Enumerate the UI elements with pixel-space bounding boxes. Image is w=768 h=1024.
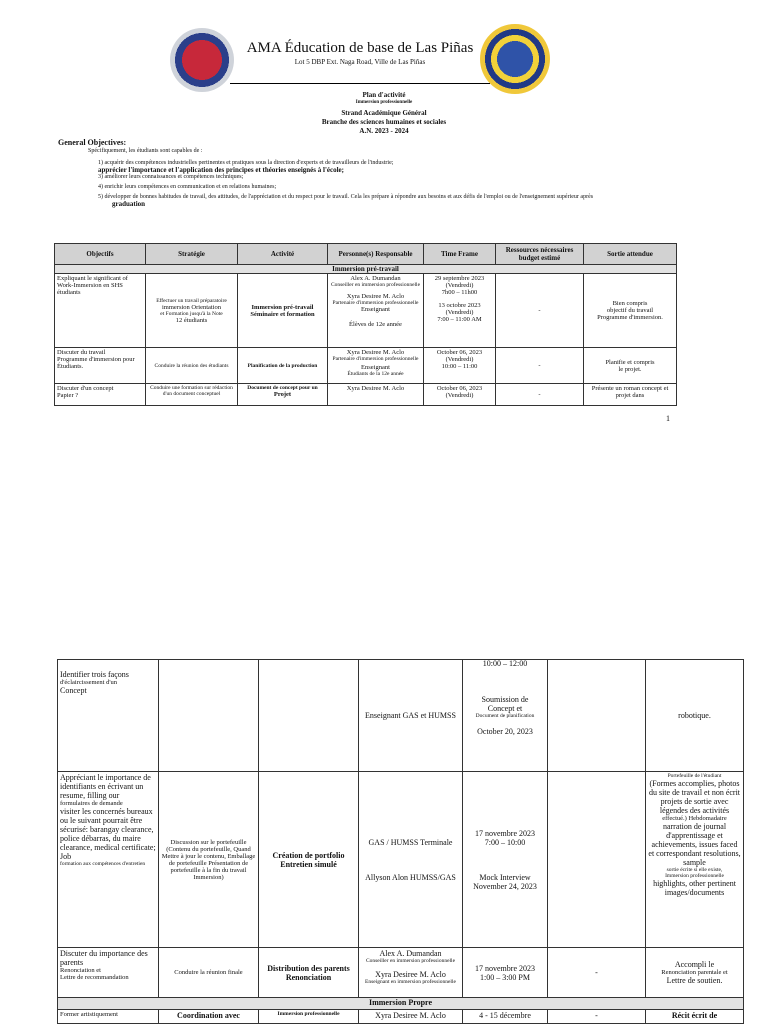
cell-line: projets de sortie avec légendes des activités — [659, 797, 730, 815]
cell — [424, 274, 496, 348]
col-header: Time Frame — [424, 244, 496, 265]
cell — [548, 772, 646, 948]
cell — [58, 660, 159, 772]
cell-line: Allyson Alon HUMSS/GAS — [365, 872, 456, 882]
branch-title: Branche des sciences humaines et sociales — [321, 118, 447, 126]
cell-line: October 06, 2023 — [436, 349, 483, 356]
cell-line: 17 novembre 2023 — [475, 963, 535, 973]
cell-line: 10:00 – 12:00 — [482, 659, 528, 668]
cell-line: Renonciation et — [60, 967, 101, 974]
cell-line: Lettre de soutien. — [666, 976, 723, 985]
cell-line: visiter les concernés bureaux ou le suivant pourrait être sécurisé: barangay clearance, police débarras, du maire clearance, medical certificate; Job — [60, 807, 156, 861]
cell-line: (Vendredi) — [445, 356, 474, 363]
cell-line: Enseignant — [361, 306, 390, 313]
cell — [646, 948, 744, 998]
cell-line: Conseiller en immersion professionnelle — [365, 958, 456, 964]
col-header: Sortie attendue — [584, 244, 677, 265]
cell-line: Lettre de recommandation — [60, 974, 129, 981]
cell-line: sortie écrite si elle existe, — [666, 867, 723, 873]
cell — [328, 274, 424, 348]
cell-line: (Vendredi) — [445, 309, 474, 316]
cell-line: Planifie et compris — [605, 358, 655, 366]
objective-item: graduation — [112, 200, 146, 208]
cell: - — [496, 274, 584, 348]
cell-line: 7:00 – 10:00 — [484, 837, 526, 847]
col-header: Activité — [238, 244, 328, 265]
cell: Présente un roman concept et projet dans — [584, 384, 677, 406]
school-year: A.N. 2023 - 2024 — [359, 127, 409, 135]
cell-line: Alex A. Dumandan — [379, 949, 442, 958]
cell-line: immersion Orientation — [161, 303, 222, 311]
objective-item: 3) améliorer leurs connaissances et compétences techniques; — [98, 174, 244, 180]
cell — [58, 772, 159, 948]
cell: robotique. — [646, 660, 744, 772]
activity-plan-table — [54, 243, 677, 406]
cell — [359, 772, 463, 948]
cell-line: objectif du travail — [606, 307, 654, 314]
cell — [584, 348, 677, 384]
cell-line: highlights, other pertinent images/documents — [653, 879, 736, 897]
table-row — [55, 348, 677, 384]
objective-item: 5) développer de bonnes habitudes de travail, des attitudes, de l'appréciation et du respect pour le travail. Cela les prépare à répondre aux besoins et aux défis de l'emploi ou de l'enseignement supérieur après — [98, 194, 594, 200]
general-objectives-intro: Spécifiquement, les étudiants sont capables de : — [88, 148, 203, 154]
cell-line: Partenaire d'immersion professionnelle — [332, 356, 419, 362]
activity-plan-table-continued — [57, 659, 744, 1024]
cell-line: Document de concept pour un — [247, 385, 318, 391]
cell — [584, 274, 677, 348]
cell-line: Enseignant en immersion professionnelle — [365, 979, 456, 985]
cell: Planification de la production — [238, 348, 328, 384]
section-row: Immersion pré-travail — [55, 265, 677, 274]
table-header-row — [55, 244, 677, 265]
cell: Expliquant le significant of Work-Immersion en SHS étudiants — [55, 274, 146, 348]
cell-line: Appréciant le importance de identifiants en écrivant un resume, filling our — [60, 773, 151, 800]
table-row — [55, 274, 677, 348]
general-objectives-list — [98, 160, 763, 208]
table-row — [58, 1010, 744, 1024]
cell — [58, 948, 159, 998]
cell: Former artistiquement — [58, 1010, 159, 1024]
cell-line: Programme d'immersion pour — [57, 356, 135, 363]
cell-line: formation aux compétences d'entretien — [60, 861, 146, 867]
cell: Immersion professionnelle — [259, 1010, 359, 1024]
cell-line: (Formes accomplies, photos du site de travail et non écrit — [648, 779, 741, 797]
cell — [463, 660, 548, 772]
cell — [463, 948, 548, 998]
cell-line: Mock Interview — [479, 872, 531, 882]
objective-item: 4) enrichir leurs compétences en communication et en relations humaines; — [98, 184, 277, 190]
deped-seal-logo — [480, 24, 550, 94]
cell — [424, 384, 496, 406]
cell-line: Document de planification — [475, 713, 535, 719]
cell-line: Xyra Desiree M. Aclo — [346, 349, 405, 356]
cell-line: effectué.) Hebdomadaire — [662, 815, 727, 822]
ama-school-logo — [170, 28, 234, 92]
cell-line: Accompli le — [674, 960, 715, 969]
table-row — [58, 660, 744, 772]
cell — [548, 660, 646, 772]
cell-line: October 20, 2023 — [477, 727, 533, 736]
cell: Immersion pré-travail Séminaire et formation — [238, 274, 328, 348]
cell — [424, 348, 496, 384]
cell: Discussion sur le portefeuille (Contenu du portefeuille, Quand Mettre à jour le contenu, Emballage de portefeuille Présentation de portefeuille à la fin du travail Immersion) — [159, 772, 259, 948]
cell-line: 1:00 – 3:00 PM — [479, 972, 530, 982]
cell-line: Effectuer un travail préparatoire — [156, 297, 227, 304]
cell-line: 17 novembre 2023 — [475, 828, 535, 838]
cell: Distribution des parents Renonciation — [259, 948, 359, 998]
cell-line: Xyra Desiree M. Aclo — [375, 970, 446, 979]
cell-line: Papier ? — [57, 392, 79, 399]
cell: Création de portfolio Entretien simulé — [259, 772, 359, 948]
col-header: Personne(s) Responsable — [328, 244, 424, 265]
cell-line: Identifier trois façons — [60, 670, 129, 679]
plan-subtitle: Immersion professionnelle — [355, 100, 413, 105]
cell-line: Bien compris — [612, 300, 648, 307]
table-row — [58, 948, 744, 998]
cell — [55, 384, 146, 406]
cell-line: d'éclaircissement d'un — [60, 679, 118, 686]
general-objectives-title: General Objectives: — [58, 138, 127, 147]
section-row: Immersion Propre — [58, 998, 744, 1010]
cell-line: (Vendredi) — [445, 282, 474, 289]
cell — [259, 660, 359, 772]
cell-line: Concept — [60, 686, 87, 695]
cell: 4 - 15 décembre — [463, 1010, 548, 1024]
cell — [328, 348, 424, 384]
cell-line: narration de journal d'apprentissage et achievements, issues faced et correspondant resolutions, sample — [648, 822, 741, 867]
col-header: Objectifs — [55, 244, 146, 265]
cell-line: Renonciation parentale et — [661, 969, 728, 976]
cell-line: 10:00 – 11:00 — [441, 363, 478, 370]
cell: Conduire une formation sur rédaction d'un document conceptuel — [146, 384, 238, 406]
cell-line: Xyra Desiree M. Aclo — [346, 293, 405, 300]
strand-title: Strand Académique Général — [341, 109, 427, 117]
cell-line: Enseignant — [361, 364, 390, 371]
cell: - — [496, 348, 584, 384]
cell — [159, 660, 259, 772]
cell-line: Immersion professionnelle — [665, 873, 724, 879]
cell-line: 29 septembre 2023 — [434, 275, 485, 282]
cell: - — [548, 948, 646, 998]
cell-line: 13 octobre 2023 — [438, 302, 481, 309]
cell-line: November 24, 2023 — [473, 881, 537, 891]
cell: - — [548, 1010, 646, 1024]
cell-line: le projet. — [618, 365, 642, 373]
cell-line: Soumission de — [481, 695, 529, 704]
cell-line: Élèves de 12e année — [349, 321, 402, 328]
cell: Xyra Desiree M. Aclo — [359, 1010, 463, 1024]
cell-line: October 06, 2023 — [436, 385, 483, 392]
cell — [238, 384, 328, 406]
cell-line: 12 étudiants — [175, 316, 208, 324]
document-page-top — [0, 0, 768, 440]
cell-line: GAS / HUMSS Terminale — [368, 837, 453, 847]
cell-line: et Formation jusqu'à la Note — [160, 310, 223, 317]
page-number: 1 — [666, 414, 670, 423]
school-name: AMA Éducation de base de Las Piñas — [246, 40, 474, 56]
cell-line: 7h00 – 11h00 — [441, 289, 478, 296]
objective-item: 1) acquérir des compétences industrielles pertinentes et pratiques sous la direction d'experts et de travailleurs de l'industrie; — [98, 160, 394, 166]
cell-line: (Vendredi) — [445, 392, 474, 399]
cell: Coordination avec — [159, 1010, 259, 1024]
cell-line: Concept et — [487, 704, 523, 713]
col-header: Ressources nécessaires budget estimé — [496, 244, 584, 265]
cell: Conduire la réunion finale — [159, 948, 259, 998]
cell — [359, 948, 463, 998]
cell — [463, 772, 548, 948]
cell — [146, 274, 238, 348]
cell: Récit écrit de — [646, 1010, 744, 1024]
header-divider — [230, 83, 490, 84]
cell-line: 7:00 – 11:00 AM — [437, 316, 482, 323]
cell-line: Discuter du travail — [57, 349, 106, 356]
cell — [646, 772, 744, 948]
cell: Enseignant GAS et HUMSS — [359, 660, 463, 772]
cell-line: Conseiller en immersion professionnelle — [330, 282, 421, 288]
cell-line: Discuter du importance des parents — [60, 949, 148, 967]
cell: Conduire la réunion des étudiants — [146, 348, 238, 384]
cell-line: Programme d'immersion. — [597, 314, 663, 321]
col-header: Stratégie — [146, 244, 238, 265]
cell-line: Étudiants de la 12e année — [347, 371, 404, 377]
table-row — [55, 384, 677, 406]
cell-line: Étudiants. — [57, 363, 84, 370]
plan-title: Plan d'activité — [362, 91, 406, 99]
cell-line: formulaires de demande — [60, 800, 123, 807]
cell-line: Discuter d'un concept — [57, 385, 114, 392]
cell: Xyra Desiree M. Aclo — [328, 384, 424, 406]
cell — [55, 348, 146, 384]
table-row — [58, 772, 744, 948]
cell-line: Portefeuille de l'étudiant — [667, 773, 722, 779]
objective-item: apprécier l'importance et l'application des principes et théories enseignés à l'école; — [98, 166, 344, 174]
cell-line: Projet — [273, 391, 292, 398]
cell-line: Partenaire d'immersion professionnelle — [332, 300, 419, 306]
school-address: Lot 5 DBP Ext. Naga Road, Ville de Las Piñas — [294, 58, 426, 66]
cell-line: Alex A. Dumandan — [350, 275, 401, 282]
cell: - — [496, 384, 584, 406]
